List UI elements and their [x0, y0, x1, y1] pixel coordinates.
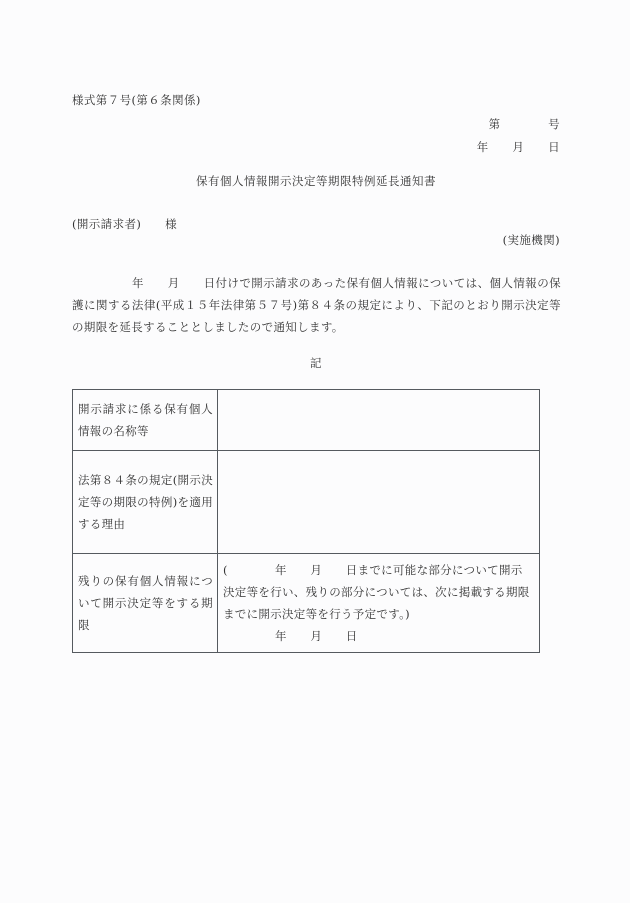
issuer-line: (実施機関) — [502, 233, 560, 247]
table-row — [73, 390, 540, 451]
page-title: 保有個人情報開示決定等期限特例延長通知書 — [196, 174, 436, 188]
row-label-info-name: 開示請求に係る保有個人情報の名称等 — [73, 390, 218, 451]
addressee-line: (開示請求者) 様 — [72, 217, 177, 231]
form-number: 様式第７号(第６条関係) — [72, 93, 201, 107]
row-value-info-name[interactable] — [218, 390, 540, 451]
ki-marker: 記 — [310, 356, 322, 370]
table-row — [73, 451, 540, 554]
document-date-field: 年 月 日 — [476, 140, 560, 154]
body-paragraph: 年 月 日付けで開示請求のあった保有個人情報については、個人情報の保護に関する法律(平成１５年法律第５７号)第８４条の規定により、下記のとおり開示決定等の期限を延長することとしましたので通知します。 — [72, 276, 561, 334]
detail-table — [72, 389, 540, 653]
table-row — [73, 554, 540, 653]
row-value-reason[interactable] — [218, 451, 540, 554]
deadline-date-field: 年 月 日 — [275, 629, 358, 643]
deadline-note-text: ( 年 月 日までに可能な部分について開示決定等を行い、残りの部分については、次に掲載する期限までに開示決定等を行う予定です。) — [223, 563, 530, 621]
row-value-deadline[interactable] — [218, 554, 540, 653]
row-label-deadline: 残りの保有個人情報について開示決定等をする期限 — [73, 554, 218, 653]
document-number-field: 第 号 — [488, 117, 560, 131]
row-label-reason: 法第８４条の規定(開示決定等の期限の特例)を適用する理由 — [73, 451, 218, 554]
